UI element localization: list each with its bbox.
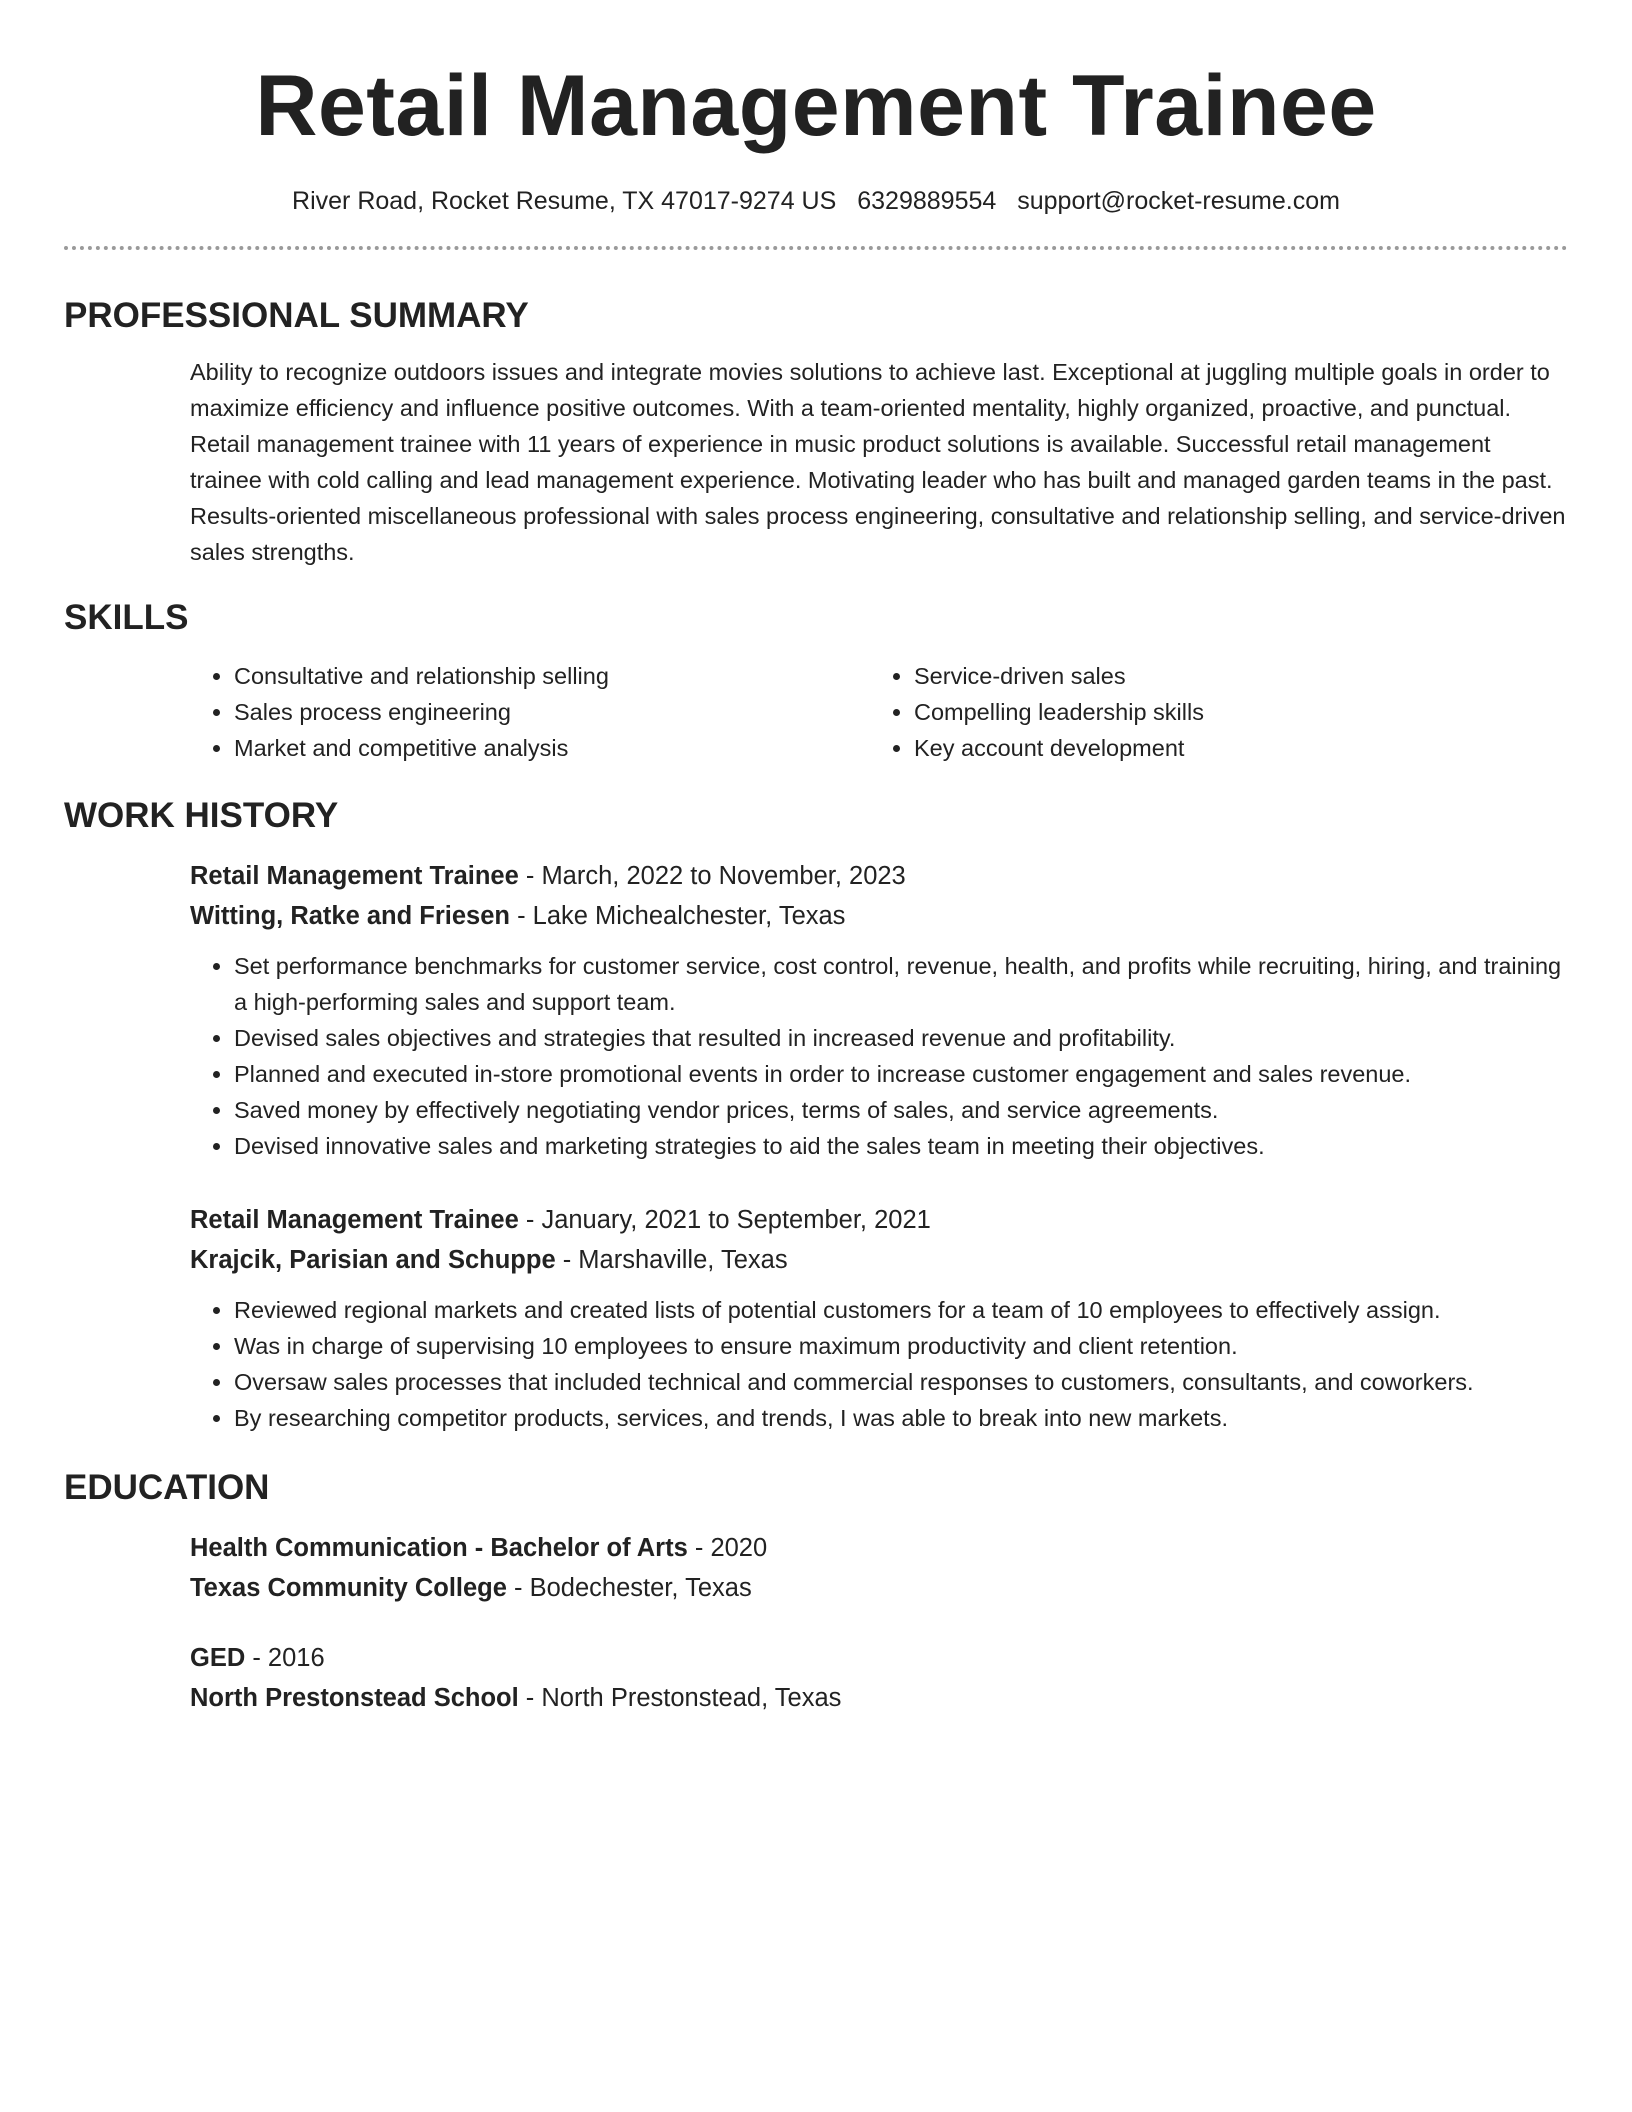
job-role: Retail Management Trainee <box>190 862 519 890</box>
section-title-education: EDUCATION <box>64 1468 270 1507</box>
education-entry <box>190 1638 1568 1718</box>
job-company: Witting, Ratke and Friesen <box>190 902 510 930</box>
degree-name: GED <box>190 1644 246 1672</box>
degree-name: Health Communication - Bachelor of Arts <box>190 1534 688 1562</box>
degree-line <box>190 1638 1568 1678</box>
job-bullet: • Saved money by effectively negotiating vendor prices, terms of sales, and service agreements. <box>234 1092 1568 1128</box>
summary-text: Ability to recognize outdoors issues and integrate movies solutions to achieve last. Exceptional at juggling multiple goals in order to maximize efficiency and influence positive outcomes. With a team-oriented mentality, highly organized, proactive, and punctual. Retail management trainee with 11 years of experience in music product solutions is available. Successful retail management trainee with cold calling and lead management experience. Motivating leader who has built and managed garden teams in the past. Results-oriented miscellaneous professional with sales process engineering, consultative and relationship selling, and service-driven sales strengths. <box>190 359 1566 565</box>
skill-item: • Service-driven sales <box>914 658 1550 694</box>
job-bullets <box>190 948 1568 1164</box>
work-history-section <box>64 794 1568 1436</box>
school-location: - Bodechester, Texas <box>506 1574 752 1602</box>
job-location: - Marshaville, Texas <box>555 1246 788 1274</box>
education-entry <box>190 1528 1568 1608</box>
contact-email[interactable]: support@rocket-resume.com <box>1017 187 1340 215</box>
job-role: Retail Management Trainee <box>190 1206 519 1234</box>
professional-summary-section <box>64 294 1568 570</box>
job-location: - Lake Michealchester, Texas <box>509 902 846 930</box>
skills-section <box>64 596 1568 766</box>
resume-header <box>64 0 1568 250</box>
section-title-work: WORK HISTORY <box>64 796 339 835</box>
job-bullet: • Oversaw sales processes that included technical and commercial responses to customers, consultants, and coworkers. <box>234 1364 1568 1400</box>
school-line <box>190 1568 1568 1608</box>
skill-item: • Market and competitive analysis <box>234 730 870 766</box>
skill-item: • Consultative and relationship selling <box>234 658 870 694</box>
degree-year: - 2016 <box>245 1644 325 1672</box>
skill-item: • Key account development <box>914 730 1550 766</box>
job-entry <box>190 856 1568 1164</box>
skills-grid <box>190 658 1568 766</box>
job-company-line <box>190 1240 1568 1280</box>
job-bullet: • Planned and executed in-store promotional events in order to increase customer engagement and sales revenue. <box>234 1056 1568 1092</box>
contact-address: River Road, Rocket Resume, TX 47017-9274 US <box>292 187 837 215</box>
contact-line <box>64 184 1568 218</box>
job-bullet: • Devised sales objectives and strategies that resulted in increased revenue and profitability. <box>234 1020 1568 1056</box>
section-title-skills: SKILLS <box>64 598 189 637</box>
job-title-line <box>190 856 1568 896</box>
job-bullet: • Set performance benchmarks for customer service, cost control, revenue, health, and profits while recruiting, hiring, and training a high-performing sales and support team. <box>234 948 1568 1020</box>
school-line <box>190 1678 1568 1718</box>
school-location: - North Prestonstead, Texas <box>518 1684 842 1712</box>
job-title-line <box>190 1200 1568 1240</box>
job-company: Krajcik, Parisian and Schuppe <box>190 1246 556 1274</box>
skills-list-left <box>190 658 870 766</box>
section-title-summary: PROFESSIONAL SUMMARY <box>64 296 529 335</box>
skill-item: • Sales process engineering <box>234 694 870 730</box>
school-name: Texas Community College <box>190 1574 507 1602</box>
degree-year: - 2020 <box>687 1534 768 1562</box>
job-bullet: • Devised innovative sales and marketing strategies to aid the sales team in meeting their objectives. <box>234 1128 1568 1164</box>
job-bullet: • Reviewed regional markets and created lists of potential customers for a team of 10 employees to effectively assign. <box>234 1292 1568 1328</box>
job-company-line <box>190 896 1568 936</box>
job-bullet: • Was in charge of supervising 10 employees to ensure maximum productivity and client retention. <box>234 1328 1568 1364</box>
skill-item: • Compelling leadership skills <box>914 694 1550 730</box>
school-name: North Prestonstead School <box>190 1684 519 1712</box>
skills-list-right <box>870 658 1550 766</box>
education-section <box>64 1466 1568 1718</box>
header-divider <box>64 246 1568 250</box>
job-bullets <box>190 1292 1568 1436</box>
job-entry <box>190 1200 1568 1436</box>
contact-phone: 6329889554 <box>857 187 997 215</box>
candidate-name: Retail Management Trainee <box>255 58 1377 154</box>
job-dates: - January, 2021 to September, 2021 <box>518 1206 931 1234</box>
job-dates: - March, 2022 to November, 2023 <box>518 862 906 890</box>
job-bullet: • By researching competitor products, services, and trends, I was able to break into new markets. <box>234 1400 1568 1436</box>
degree-line <box>190 1528 1568 1568</box>
